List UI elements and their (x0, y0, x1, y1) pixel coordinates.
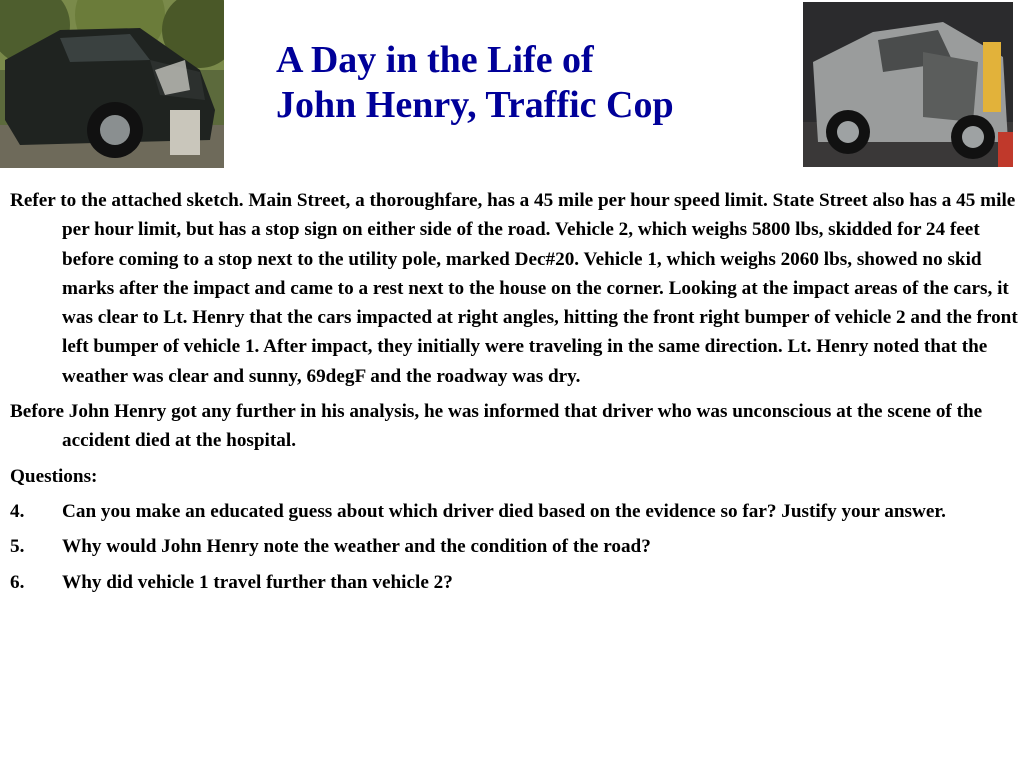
title-line-1: A Day in the Life of (276, 39, 594, 81)
questions-heading: Questions: (10, 465, 98, 487)
page-title (276, 38, 674, 128)
title-line-2: John Henry, Traffic Cop (276, 84, 674, 126)
question-item (10, 532, 1018, 561)
question-number: 5. (10, 536, 25, 558)
paragraph-accident-description: Refer to the attached sketch. Main Street, a thoroughfare, has a 45 mile per hour speed limit. State Street also has a 45 mile per hour limit, but has a stop sign on either side of the road. Vehicle 2, which weighs 5800 lbs, skidded for 24 feet before coming to a stop next to the utility pole, marked Dec#20. Vehicle 1, which weighs 2060 lbs, showed no skid marks after the impact and came to a rest next to the house on the corner. Looking at the impact areas of the cars, it was clear to Lt. Henry that the cars impacted at right angles, hitting the front right bumper of vehicle 2 and the front left bumper of vehicle 1. After impact, they initially were traveling in the same direction. Lt. Henry noted that the weather was clear and sunny, 69degF and the roadway was dry. (10, 190, 1018, 387)
paragraph-driver-died: Before John Henry got any further in his analysis, he was informed that driver who was unconscious at the scene of the accident died at the hospital. (10, 401, 983, 452)
question-number: 6. (10, 571, 25, 593)
question-item (10, 497, 1018, 526)
damaged-car-photo (803, 2, 1013, 167)
question-number: 4. (10, 500, 25, 522)
question-text: Can you make an educated guess about which driver died based on the evidence so far? Justify your answer. (62, 500, 946, 522)
question-text: Why did vehicle 1 travel further than vehicle 2? (62, 571, 453, 593)
question-text: Why would John Henry note the weather and the condition of the road? (62, 536, 651, 558)
question-item (10, 568, 1018, 597)
wrecked-suv-photo (0, 0, 224, 168)
document-body (10, 186, 1018, 603)
